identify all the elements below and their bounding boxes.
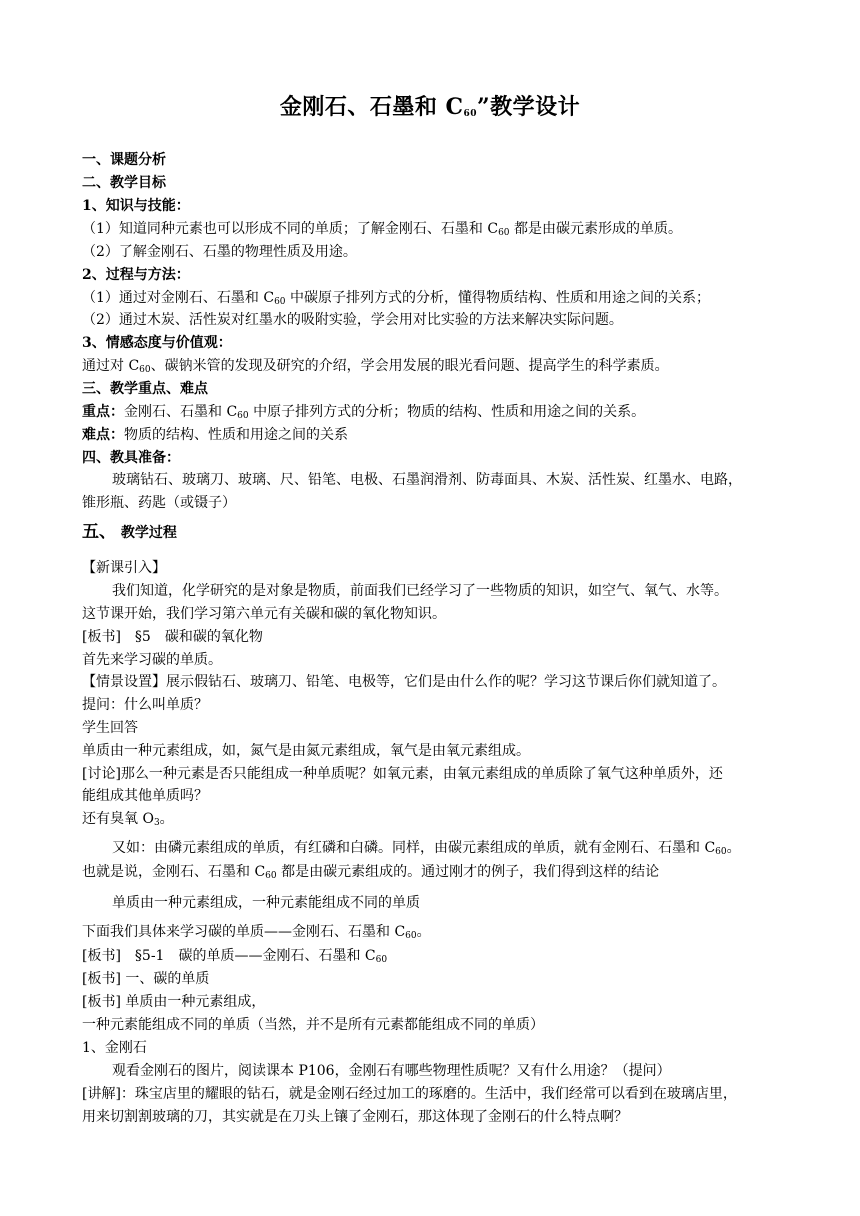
intro-heading: 【新课引入】 (82, 560, 166, 576)
goal1-item-a: （1）知道同种元素也可以形成不同的单质；了解金刚石、石墨和 $C_{60}$ 都是由碳元素形成的单质。 (82, 221, 682, 238)
tools-line-1: 玻璃钻石、玻璃刀、玻璃、尺、铅笔、电极、石墨润滑剂、防毒面具、木炭、活性炭、红墨水、电路， (112, 472, 742, 488)
goal1-heading: 1、知识与技能： (82, 198, 190, 214)
example-line-2: 也就是说，金刚石、石墨和 $C_{60}$ 都是由碳元素组成的。通过刚才的例子，我们得到这样的结论 (82, 864, 660, 881)
student-answer-heading: 学生回答 (82, 720, 138, 736)
difficult-point: 难点：物质的结构、性质和用途之间的关系 (82, 427, 348, 443)
conclusion-line: 单质由一种元素组成，一种元素能组成不同的单质 (112, 895, 420, 911)
title-text-end: ”教学设计 (477, 94, 581, 120)
board-1: [板书] §5 碳和碳的氧化物 (82, 629, 263, 645)
diamond-line-1: 观看金刚石的图片，阅读课本 P106，金刚石有哪些物理性质呢？又有什么用途？（提问） (112, 1063, 671, 1079)
section-heading-2: 二、教学目标 (82, 175, 166, 191)
title-subscript: 60 (463, 109, 478, 119)
goal3-heading: 3、情感态度与价值观： (82, 335, 232, 351)
section-heading-5: 五、 教学过程 (82, 522, 177, 542)
board-4: [板书] 单质由一种元素组成， (82, 994, 266, 1010)
section-heading-1: 一、课题分析 (82, 152, 166, 168)
question-line: 提问：什么叫单质？ (82, 697, 208, 713)
document-title (0, 90, 860, 121)
ozone-line: 还有臭氧 $O_3$。 (82, 811, 174, 828)
diamond-heading: 1、金刚石 (82, 1040, 147, 1056)
discussion-line-1: [讨论]那么一种元素是否只能组成一种单质呢？如氧元素，由氧元素组成的单质除了氧气这种单质外，还 (82, 766, 723, 782)
intro-line-2: 这节课开始，我们学习第六单元有关碳和碳的氧化物知识。 (82, 606, 446, 622)
next-line: 下面我们具体来学习碳的单质——金刚石、石墨和 $C_{60}$。 (82, 924, 431, 941)
goal2-heading: 2、过程与方法： (82, 267, 190, 283)
board-2: [板书] §5-1 碳的单质——金刚石、石墨和 $C_{60}$ (82, 948, 388, 965)
example-line-1: 又如：由磷元素组成的单质，有红磷和白磷。同样，由碳元素组成的单质，就有金刚石、石墨和 $C_{60}$。 (112, 840, 741, 857)
board-4-continued: 一种元素能组成不同的单质（当然，并不是所有元素都能组成不同的单质） (82, 1017, 544, 1033)
goal3-item-a: 通过对 $C_{60}$、碳钠米管的发现及研究的介绍，学会用发展的眼光看问题、提高学生的科学素质。 (82, 358, 669, 375)
goal1-item-b: （2）了解金刚石、石墨的物理性质及用途。 (82, 244, 357, 260)
lecture-line-2: 用来切割割玻璃的刀，其实就是在刀头上镶了金刚石，那这体现了金刚石的什么特点啊？ (82, 1109, 628, 1125)
intro-line-1: 我们知道，化学研究的是对象是物质，前面我们已经学习了一些物质的知识，如空气、氧气、水等。 (112, 583, 728, 599)
discussion-line-2: 能组成其他单质吗？ (82, 788, 208, 804)
goal2-item-a: （1）通过对金刚石、石墨和 $C_{60}$ 中碳原子排列方式的分析，懂得物质结构、性质和用途之间的关系； (82, 290, 710, 307)
tools-line-2: 锥形瓶、药匙（或镊子） (82, 495, 236, 511)
key-point: 重点：金刚石、石墨和 $C_{60}$ 中原子排列方式的分析；物质的结构、性质和用途之间的关系。 (82, 404, 646, 421)
title-text: 金刚石、石墨和 C (279, 94, 464, 120)
section-heading-4: 四、教具准备： (82, 450, 180, 466)
scene-setting: 【情景设置】展示假钻石、玻璃刀、铅笔、电极等，它们是由什么作的呢？学习这节课后你们就知道了。 (82, 674, 726, 690)
first-line: 首先来学习碳的单质。 (82, 652, 222, 668)
goal2-item-b: （2）通过木炭、活性炭对红墨水的吸附实验，学会用对比实验的方法来解决实际问题。 (82, 312, 623, 328)
lecture-line-1: [讲解]：珠宝店里的耀眼的钻石，就是金刚石经过加工的琢磨的。生活中，我们经常可以看到在玻璃店里， (82, 1086, 737, 1102)
answer-line: 单质由一种元素组成，如，氮气是由氮元素组成，氧气是由氧元素组成。 (82, 743, 530, 759)
section-heading-3: 三、教学重点、难点 (82, 381, 208, 397)
board-3: [板书] 一、碳的单质 (82, 971, 210, 987)
